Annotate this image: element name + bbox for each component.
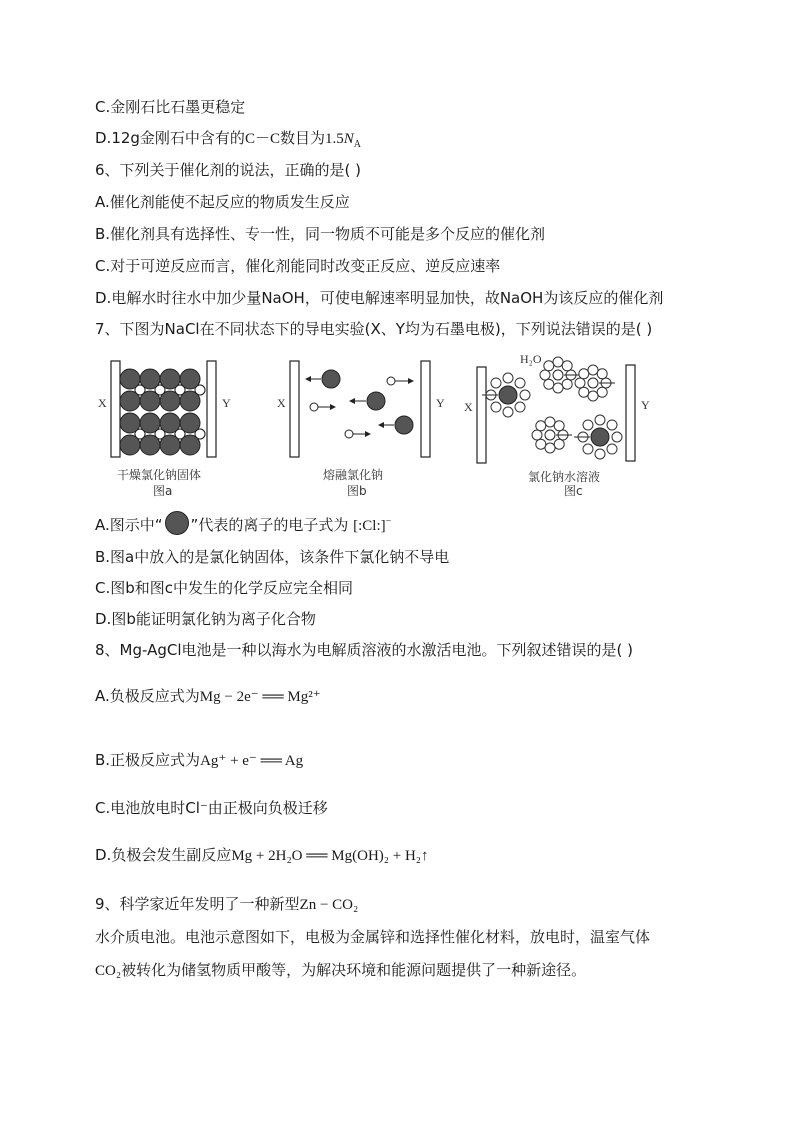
svg-text:Y: Y [641, 398, 650, 412]
q7-option-a: A.图示中“ ”代表的离子的电子式为 [:Cl:]− [95, 511, 391, 536]
q9-stem: 9、科学家近年发明了一种新型Zn − CO₂ [95, 895, 359, 913]
svg-text:图a: 图a [153, 484, 173, 498]
q6-option-c: C.对于可逆反应而言，催化剂能同时改变正反应、逆反应速率 [95, 257, 501, 275]
q5-option-c: C.金刚石比石墨更稳定 [95, 98, 246, 116]
svg-text:熔融氯化钠: 熔融氯化钠 [323, 468, 384, 482]
q6-option-a: A.催化剂能使不起反应的物质发生反应 [95, 193, 350, 211]
q6-stem: 6、下列关于催化剂的说法，正确的是( ) [95, 161, 362, 179]
figure-a [98, 361, 231, 498]
q9-line3: CO₂被转化为储氢物质甲酸等，为解决环境和能源问题提供了一种新途径。 [95, 961, 587, 979]
q7-option-c: C.图b和图c中发生的化学反应完全相同 [95, 579, 354, 597]
svg-text:X: X [98, 396, 107, 410]
q7-stem: 7、下图为NaCl在不同状态下的导电实验(X、Y均为石墨电极)，下列说法错误的是( ) [95, 320, 653, 338]
q8-option-d: D.负极会发生副反应Mg + 2H₂O ══ Mg(OH)₂ + H₂↑ [95, 846, 429, 864]
q8-option-b: B.正极反应式为Ag⁺ + e⁻ ══ Ag [95, 751, 304, 769]
figure-b [277, 361, 445, 498]
svg-text:Y: Y [222, 396, 231, 410]
svg-text:氯化钠水溶液: 氯化钠水溶液 [528, 470, 601, 484]
q5-option-d: D.12g金刚石中含有的C－C数目为$1.5N_A$ [95, 129, 361, 150]
nacl-conductivity-figure [95, 355, 695, 505]
svg-text:图b: 图b [347, 484, 367, 498]
q7-option-b: B.图a中放入的是氯化钠固体，该条件下氯化钠不导电 [95, 548, 450, 566]
q7-option-d: D.图b能证明氯化钠为离子化合物 [95, 610, 316, 628]
q6-option-d: D.电解水时往水中加少量NaOH，可使电解速率明显加快，故NaOH为该反应的催化剂 [95, 289, 664, 307]
figure-c [464, 355, 650, 498]
q9-line2: 水介质电池。电池示意图如下，电极为金属锌和选择性催化材料，放电时，温室气体 [95, 928, 651, 946]
svg-text:Y: Y [436, 396, 445, 410]
q6-option-b: B.催化剂具有选择性、专一性，同一物质不可能是多个反应的催化剂 [95, 225, 546, 243]
svg-text:图c: 图c [564, 484, 583, 498]
svg-text:干燥氯化钠固体: 干燥氯化钠固体 [117, 468, 202, 482]
svg-text:X: X [277, 396, 286, 410]
q8-option-c: C.电池放电时Cl⁻由正极向负极迁移 [95, 799, 328, 817]
q8-stem: 8、Mg-AgCl电池是一种以海水为电解质溶液的水激活电池。下列叙述错误的是( ) [95, 641, 633, 659]
anion-ball-icon [165, 511, 189, 535]
svg-text:H₂O: H₂O [520, 355, 542, 366]
svg-text:X: X [464, 400, 473, 414]
q8-option-a: A.负极反应式为Mg − 2e⁻ ══ Mg²⁺ [95, 687, 321, 705]
